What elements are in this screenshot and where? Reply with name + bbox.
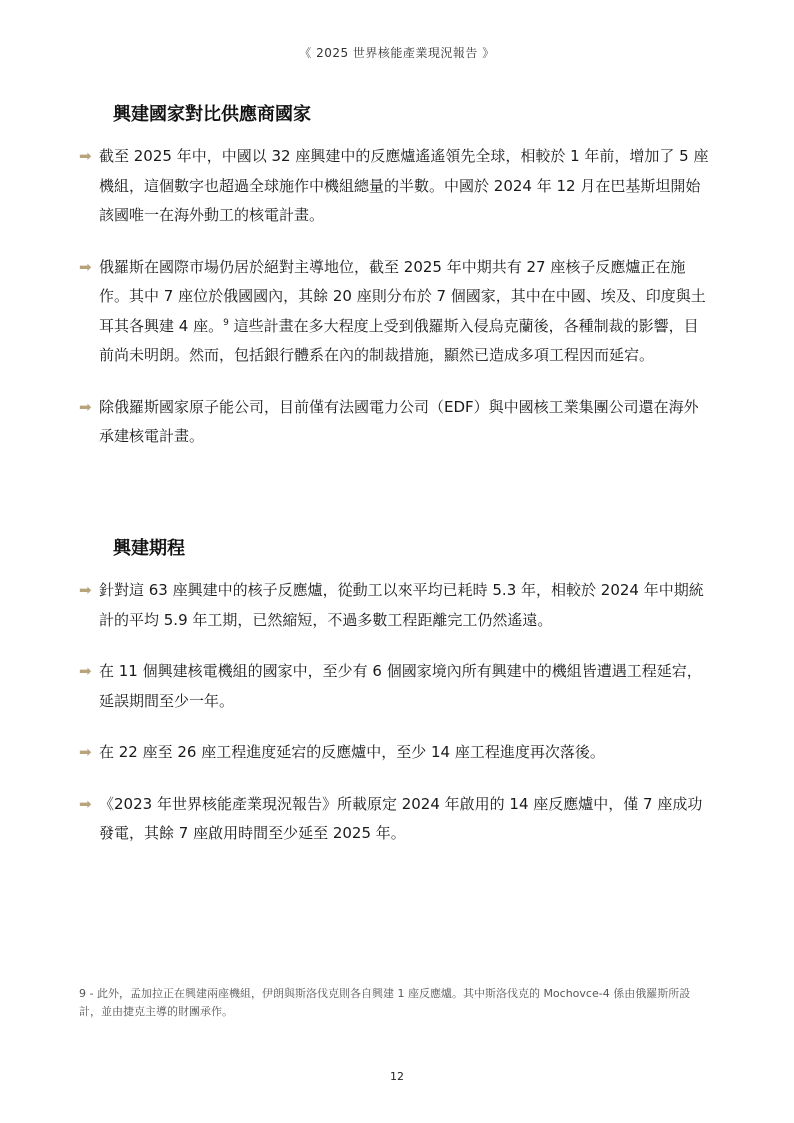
bullet-text: 俄羅斯在國際市場仍居於絕對主導地位，截至 2025 年中期共有 27 座核子反應爐正在施作。其中 7 座位於俄國國內，其餘 20 座則分布於 7 個國家，其中在中國、埃及、印度與土耳其各興建 4 座。: [99, 257, 706, 335]
arrow-right-icon: ➡: [79, 743, 92, 761]
running-header: 《 2025 世界核能產業現況報告 》: [299, 46, 495, 60]
bullet-text-cont: 這些計畫在多大程度上受到俄羅斯入侵烏克蘭後，各種制裁的影響，目前尚未明朗。然而，包括銀行體系在內的制裁措施，顯然已造成多項工程因而延宕。: [99, 316, 699, 364]
arrow-right-icon: ➡: [79, 662, 92, 680]
arrow-right-icon: ➡: [79, 794, 92, 813]
footnote: 9 - 此外，孟加拉正在興建兩座機組，伊朗與斯洛伐克則各自興建 1 座反應爐。其中斯洛伐克的 Mochovce-4 係由俄羅斯所設計，並由捷克主導的財團承作。: [79, 987, 691, 1018]
footnote-ref: 9: [223, 317, 229, 328]
list-item: [79, 790, 709, 849]
list-item: [79, 253, 709, 371]
section-supplier-countries: [79, 100, 709, 452]
page-number: 12: [390, 1070, 404, 1083]
bullet-text: 除俄羅斯國家原子能公司，目前僅有法國電力公司（EDF）與中國核工業集團公司還在海外承建核電計畫。: [99, 397, 699, 445]
bullet-text: 截至 2025 年中，中國以 32 座興建中的反應爐遙遙領先全球，相較於 1 年前，增加了 5 座機組，這個數字也超過全球施作中機組總量的半數。中國於 2024 年 12 月在巴基斯坦開始該國唯一在海外動工的核電計畫。: [99, 147, 709, 224]
arrow-right-icon: ➡: [79, 397, 92, 416]
bullet-text: 在 22 座至 26 座工程進度延宕的反應爐中，至少 14 座工程進度再次落後。: [99, 743, 605, 761]
bullet-text: 《2023 年世界核能產業現況報告》所載原定 2024 年啟用的 14 座反應爐中，僅 7 座成功發電，其餘 7 座啟用時間至少延至 2025 年。: [99, 794, 703, 842]
section-title: 興建期程: [113, 538, 185, 559]
bullet-text: 針對這 63 座興建中的核子反應爐，從動工以來平均已耗時 5.3 年，相較於 2024 年中期統計的平均 5.9 年工期，已然縮短，不過多數工程距離完工仍然遙遠。: [99, 581, 704, 629]
list-item: [79, 576, 709, 635]
bullet-text: 在 11 個興建核電機組的國家中，至少有 6 個國家境內所有興建中的機組皆遭遇工程延宕，延誤期間至少一年。: [99, 662, 702, 710]
list-item: [79, 142, 709, 231]
list-item: [79, 738, 709, 768]
list-item: [79, 393, 709, 452]
list-item: [79, 657, 709, 716]
arrow-right-icon: ➡: [79, 581, 92, 599]
arrow-right-icon: ➡: [79, 257, 92, 276]
section-title: 興建國家對比供應商國家: [113, 104, 311, 125]
section-construction-timeline: [79, 534, 709, 849]
arrow-right-icon: ➡: [79, 147, 92, 165]
